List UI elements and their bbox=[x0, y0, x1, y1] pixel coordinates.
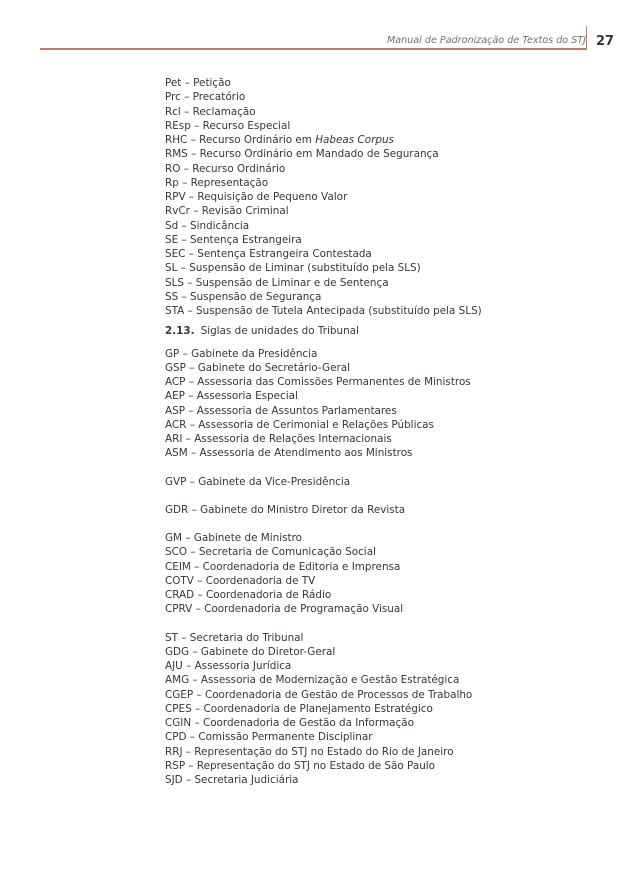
list-item-rhc bbox=[165, 133, 605, 147]
list-item: CEIM – Coordenadoria de Editoria e Imprensa bbox=[165, 560, 401, 573]
list-item: SE – Sentença Estrangeira bbox=[165, 233, 302, 246]
list-item: CGEP – Coordenadoria de Gestão de Processos de Trabalho bbox=[165, 688, 473, 701]
rhc-text: RHC – Recurso Ordinário em bbox=[165, 134, 316, 146]
page-content bbox=[165, 76, 605, 787]
group-spacer bbox=[165, 517, 605, 531]
unit-group-revista bbox=[165, 503, 605, 517]
list-item: RPV – Requisição de Pequeno Valor bbox=[165, 191, 348, 203]
list-item: Pet – Petição bbox=[165, 77, 231, 89]
section-heading bbox=[165, 324, 605, 338]
rhc-italic-term: Habeas Corpus bbox=[315, 134, 394, 146]
list-item: SS – Suspensão de Segurança bbox=[165, 290, 322, 303]
list-item: CPES – Coordenadoria de Planejamento Estratégico bbox=[165, 702, 433, 715]
list-item: SL – Suspensão de Liminar (substituído pela SLS) bbox=[165, 262, 421, 275]
list-item: GM – Gabinete de Ministro bbox=[165, 532, 302, 544]
running-title: Manual de Padronização de Textos do STJ bbox=[386, 35, 586, 46]
list-item: Rcl – Reclamação bbox=[165, 105, 256, 118]
list-item: AMG – Assessoria de Modernização e Gestão Estratégica bbox=[165, 674, 460, 687]
list-item: AEP – Assessoria Especial bbox=[165, 390, 298, 403]
list-item: COTV – Coordenadoria de TV bbox=[165, 574, 316, 587]
list-item: Rp – Representação bbox=[165, 176, 269, 189]
abbreviation-list bbox=[165, 76, 605, 318]
list-item: GSP – Gabinete do Secretário-Geral bbox=[165, 361, 351, 374]
list-item: SJD – Secretaria Judiciária bbox=[165, 774, 299, 786]
group-spacer bbox=[165, 617, 605, 631]
list-item: AJU – Assessoria Jurídica bbox=[165, 660, 292, 672]
list-item: RO – Recurso Ordinário bbox=[165, 162, 286, 175]
list-item: GDG – Gabinete do Diretor-Geral bbox=[165, 645, 336, 658]
list-item: GDR – Gabinete do Ministro Diretor da Revista bbox=[165, 503, 406, 516]
section-number: 2.13. bbox=[165, 325, 195, 338]
list-item: CPD – Comissão Permanente Disciplinar bbox=[165, 731, 373, 744]
list-item: ACR – Assessoria de Cerimonial e Relações Públicas bbox=[165, 418, 434, 431]
list-item: ACP – Assessoria das Comissões Permanentes de Ministros bbox=[165, 376, 471, 388]
list-item: GVP – Gabinete da Vice-Presidência bbox=[165, 475, 351, 488]
list-item: ASM – Assessoria de Atendimento aos Ministros bbox=[165, 447, 413, 460]
list-item: RMS – Recurso Ordinário em Mandado de Segurança bbox=[165, 148, 439, 161]
group-spacer bbox=[165, 489, 605, 503]
list-item: ASP – Assessoria de Assuntos Parlamentares bbox=[165, 404, 397, 417]
list-item: SCO – Secretaria de Comunicação Social bbox=[165, 546, 376, 559]
list-item: CGIN – Coordenadoria de Gestão da Informação bbox=[165, 717, 414, 729]
list-item: Sd – Sindicância bbox=[165, 219, 250, 232]
page-number: 27 bbox=[595, 34, 615, 49]
unit-group-presidency bbox=[165, 347, 605, 461]
unit-group-secretaria bbox=[165, 631, 605, 788]
unit-group-ministro bbox=[165, 531, 605, 617]
list-item: ARI – Assessoria de Relações Internacionais bbox=[165, 433, 392, 445]
header-divider bbox=[586, 26, 587, 50]
list-item: SEC – Sentença Estrangeira Contestada bbox=[165, 248, 372, 260]
list-item: Prc – Precatório bbox=[165, 91, 246, 104]
group-spacer bbox=[165, 461, 605, 475]
list-item: CRAD – Coordenadoria de Rádio bbox=[165, 589, 332, 601]
section-title: Siglas de unidades do Tribunal bbox=[200, 325, 359, 338]
running-header bbox=[0, 0, 638, 60]
list-item: RSP – Representação do STJ no Estado de São Paulo bbox=[165, 759, 436, 772]
list-item: GP – Gabinete da Presidência bbox=[165, 347, 318, 360]
list-item: RRJ – Representação do STJ no Estado do Rio de Janeiro bbox=[165, 745, 454, 758]
list-item: RvCr – Revisão Criminal bbox=[165, 205, 289, 218]
unit-group-vice-presidency bbox=[165, 475, 605, 489]
list-item: CPRV – Coordenadoria de Programação Visual bbox=[165, 603, 404, 616]
list-item: STA – Suspensão de Tutela Antecipada (substituído pela SLS) bbox=[165, 305, 482, 317]
list-item: SLS – Suspensão de Liminar e de Sentença bbox=[165, 276, 389, 289]
list-item: REsp – Recurso Especial bbox=[165, 119, 291, 132]
list-item: ST – Secretaria do Tribunal bbox=[165, 631, 304, 644]
header-rule bbox=[40, 48, 586, 50]
